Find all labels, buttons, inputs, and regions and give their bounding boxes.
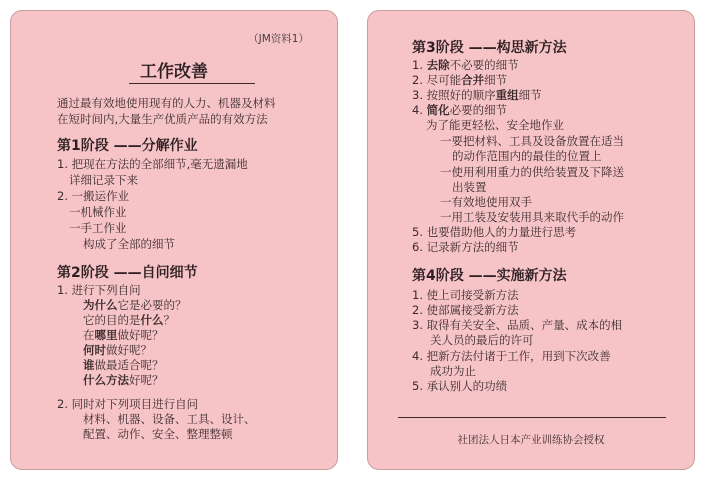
stage3-line: 的动作范围内的最佳的位置上 — [452, 149, 602, 163]
footer-divider — [398, 417, 666, 418]
stage1-line: 构成了全部的细节 — [83, 237, 175, 251]
stage2-title: 第2阶段 ——自问细节 — [57, 265, 198, 281]
question-who: 谁做最适合呢？ — [83, 358, 164, 372]
stage2-line: 配置、动作、安全、整理整顿 — [83, 427, 233, 441]
stage3-line: 为了能更轻松、安全地作业 — [426, 118, 564, 132]
question-what: 它的目的是什么？ — [83, 313, 175, 327]
stage4-line: 4. 把新方法付诸于工作，用到下次改善 — [412, 349, 611, 363]
stage1-line: 详细记录下来 — [69, 173, 138, 187]
stage4-line: 2. 使部属接受新方法 — [412, 303, 519, 317]
stage3-item: 1. 去除不必要的细节 — [412, 58, 519, 72]
stage3-title: 第3阶段 ——构思新方法 — [412, 40, 567, 56]
intro-text — [57, 95, 276, 127]
intro-line: 在短时间内,大量生产优质产品的有效方法 — [57, 112, 268, 126]
stage4-line: 关人员的最后的许可 — [430, 333, 534, 347]
stage3-line: 一有效地使用双手 — [440, 195, 532, 209]
footer-credit: 社团法人日本产业训练协会授权 — [457, 434, 605, 446]
reference-tag: （JM资料1） — [248, 33, 309, 45]
question-when: 何时做好呢？ — [83, 343, 152, 357]
stage1-line: 1. 把现在方法的全部细节,毫无遗漏地 — [57, 157, 248, 171]
stage4-line: 5. 承认别人的功绩 — [412, 379, 508, 393]
stage4-line: 3. 取得有关安全、品质、产量、成本的相 — [412, 318, 623, 332]
stage3-line: 一使用利用重力的供给装置及下降送 — [440, 165, 624, 179]
stage2-line: 材料、机器、设备、工具、设计、 — [83, 412, 256, 426]
right-card — [367, 10, 695, 470]
stage3-item: 4. 简化必要的细节 — [412, 103, 508, 117]
stage1-line: 一手工作业 — [69, 221, 127, 235]
left-card — [10, 10, 338, 470]
stage3-line: 5. 也要借助他人的力量进行思考 — [412, 225, 577, 239]
stage1-line: 一机械作业 — [69, 205, 127, 219]
stage2-line: 2. 同时对下列项目进行自问 — [57, 397, 199, 411]
question-where: 在哪里做好呢？ — [83, 328, 164, 342]
page-title: 工作改善 — [140, 62, 208, 82]
stage2-intro: 1. 进行下列自问 — [57, 283, 141, 297]
stage3-line: 一要把材料、工具及设备放置在适当 — [440, 134, 624, 148]
stage3-line: 出装置 — [452, 180, 487, 194]
stage1-line: 2. 一搬运作业 — [57, 189, 130, 203]
title-underline — [129, 83, 255, 84]
stage3-line: 一用工装及安装用具来取代手的动作 — [440, 210, 624, 224]
question-how: 什么方法好呢？ — [83, 373, 164, 387]
stage4-line: 成功为止 — [430, 364, 476, 378]
stage4-title: 第4阶段 ——实施新方法 — [412, 268, 567, 284]
question-why: 为什么它是必要的？ — [83, 298, 187, 312]
stage1-title: 第1阶段 ——分解作业 — [57, 138, 198, 154]
intro-line: 通过最有效地使用现有的人力、机器及材料 — [57, 96, 276, 110]
stage3-line: 6. 记录新方法的细节 — [412, 240, 519, 254]
stage3-item: 3. 按照好的顺序重组细节 — [412, 88, 542, 102]
stage3-item: 2. 尽可能合并细节 — [412, 73, 508, 87]
stage4-line: 1. 使上司接受新方法 — [412, 288, 519, 302]
